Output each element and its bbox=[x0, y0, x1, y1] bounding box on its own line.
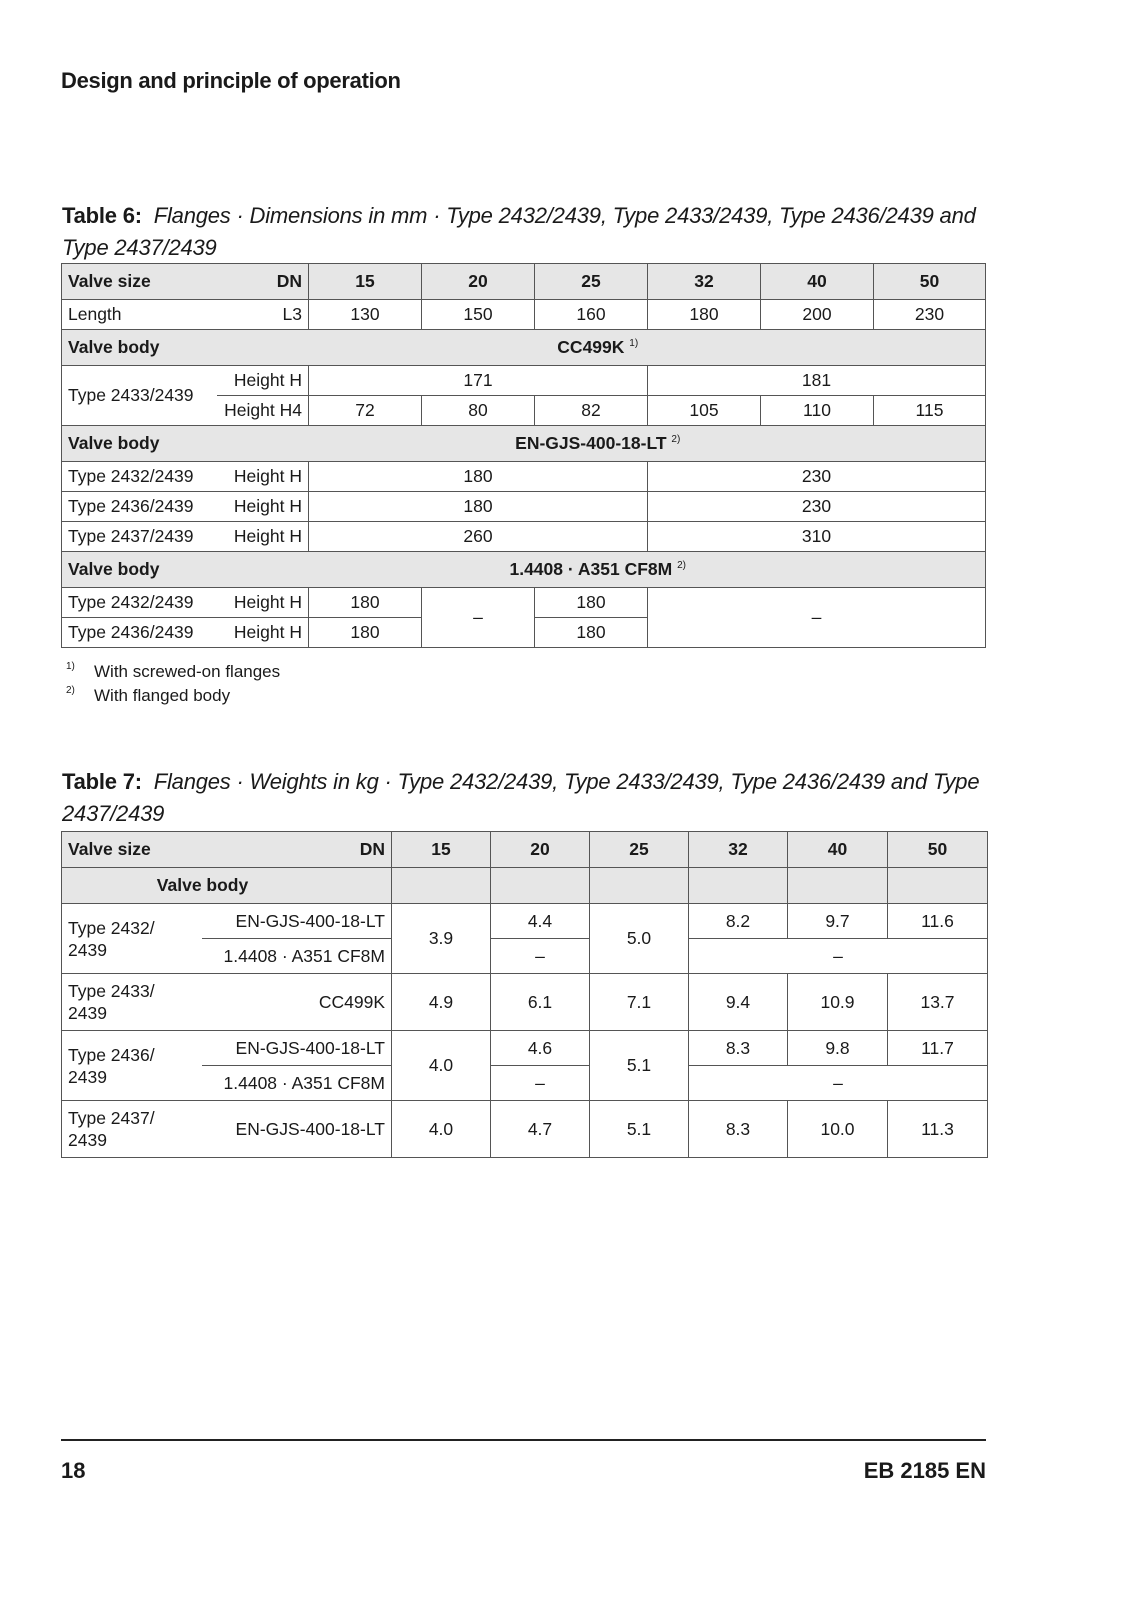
table-cell: 10.9 bbox=[788, 974, 888, 1031]
table6-footnotes bbox=[66, 660, 280, 708]
table-cell: 8.3 bbox=[689, 1031, 788, 1066]
table-row bbox=[62, 832, 988, 868]
table-row bbox=[62, 300, 986, 330]
header-cell: 32 bbox=[648, 264, 761, 300]
header-cell bbox=[392, 868, 491, 904]
table6-label: Table 6: bbox=[62, 203, 142, 228]
table-cell: 9.8 bbox=[788, 1031, 888, 1066]
table-row bbox=[62, 868, 988, 904]
table-cell: 6.1 bbox=[491, 974, 590, 1031]
table-cell: 5.0 bbox=[590, 904, 689, 974]
table-cell: Type 2437/2439 bbox=[62, 522, 217, 552]
table-row bbox=[62, 366, 986, 396]
table-cell: EN-GJS-400-18-LT bbox=[202, 1031, 392, 1066]
section-title: Design and principle of operation bbox=[61, 68, 401, 93]
table-cell: Type 2433/2439 bbox=[62, 366, 217, 426]
header-cell: 20 bbox=[491, 832, 590, 868]
table-cell: 8.3 bbox=[689, 1101, 788, 1158]
table-cell: 10.0 bbox=[788, 1101, 888, 1158]
table-cell: 310 bbox=[648, 522, 986, 552]
table-6-dimensions bbox=[61, 263, 986, 648]
table-row bbox=[62, 904, 988, 939]
table-cell: 5.1 bbox=[590, 1031, 689, 1101]
table-cell: 4.0 bbox=[392, 1101, 491, 1158]
table-cell: CC499K bbox=[202, 974, 392, 1031]
footnote-text: With flanged body bbox=[94, 686, 231, 705]
table6-caption bbox=[62, 200, 1022, 264]
table7-label: Table 7: bbox=[62, 769, 142, 794]
table-cell: 180 bbox=[309, 492, 648, 522]
table-cell: 171 bbox=[309, 366, 648, 396]
table-cell: 230 bbox=[648, 492, 986, 522]
table-cell: 200 bbox=[761, 300, 874, 330]
table-cell: Type 2432/ 2439 bbox=[62, 904, 202, 974]
table-row bbox=[62, 1101, 988, 1158]
table-cell: 11.6 bbox=[888, 904, 988, 939]
header-cell: 40 bbox=[788, 832, 888, 868]
group-header: Valve body bbox=[62, 552, 217, 588]
table-cell: 7.1 bbox=[590, 974, 689, 1031]
header-cell: Valve size bbox=[62, 832, 202, 868]
header-cell: Valve size bbox=[62, 264, 217, 300]
table-cell: 9.4 bbox=[689, 974, 788, 1031]
table-cell: 13.7 bbox=[888, 974, 988, 1031]
table-row bbox=[62, 552, 986, 588]
table-cell: 1.4408 · A351 CF8M bbox=[202, 939, 392, 974]
footnote-mark: 2) bbox=[66, 685, 75, 696]
table-cell: Type 2432/2439 bbox=[62, 588, 217, 618]
table-row bbox=[62, 588, 986, 618]
table-row bbox=[62, 426, 986, 462]
table-cell: Height H bbox=[217, 492, 309, 522]
table-cell: 4.6 bbox=[491, 1031, 590, 1066]
header-cell bbox=[888, 868, 988, 904]
table-cell: Type 2436/ 2439 bbox=[62, 1031, 202, 1101]
table-cell: 150 bbox=[422, 300, 535, 330]
table-cell: 180 bbox=[535, 618, 648, 648]
table-cell: 72 bbox=[309, 396, 422, 426]
header-cell bbox=[590, 868, 689, 904]
table-row bbox=[62, 1031, 988, 1066]
table6-caption-text: Flanges · Dimensions in mm · Type 2432/2439, Type 2433/2439, Type 2436/2439 and Type 2437/2439 bbox=[62, 203, 976, 260]
table-cell: 180 bbox=[309, 618, 422, 648]
header-cell: 50 bbox=[888, 832, 988, 868]
header-cell: Valve body bbox=[62, 868, 392, 904]
table-cell: 180 bbox=[309, 588, 422, 618]
header-cell bbox=[689, 868, 788, 904]
group-material bbox=[217, 552, 986, 588]
table-cell: 4.9 bbox=[392, 974, 491, 1031]
table-cell: 160 bbox=[535, 300, 648, 330]
table-cell: Type 2436/2439 bbox=[62, 618, 217, 648]
table-cell: L3 bbox=[217, 300, 309, 330]
header-cell: 15 bbox=[309, 264, 422, 300]
table-cell: EN-GJS-400-18-LT bbox=[202, 904, 392, 939]
table-cell: – bbox=[689, 1066, 988, 1101]
table-cell: 110 bbox=[761, 396, 874, 426]
footnote-ref: 2) bbox=[677, 560, 687, 572]
page-number: 18 bbox=[61, 1458, 86, 1483]
table-row bbox=[62, 462, 986, 492]
group-header: Valve body bbox=[62, 330, 217, 366]
table-cell: Type 2437/ 2439 bbox=[62, 1101, 202, 1158]
header-cell: 40 bbox=[761, 264, 874, 300]
table-cell: 4.7 bbox=[491, 1101, 590, 1158]
header-cell: DN bbox=[202, 832, 392, 868]
table-cell: 80 bbox=[422, 396, 535, 426]
header-cell: 32 bbox=[689, 832, 788, 868]
document-id: EB 2185 EN bbox=[863, 1458, 986, 1483]
table-row bbox=[62, 264, 986, 300]
table-cell: Length bbox=[62, 300, 217, 330]
table-row bbox=[62, 522, 986, 552]
table-cell: 181 bbox=[648, 366, 986, 396]
table-cell: 8.2 bbox=[689, 904, 788, 939]
table-cell: 180 bbox=[535, 588, 648, 618]
footnote-ref: 2) bbox=[671, 434, 681, 446]
footnote-ref: 1) bbox=[629, 338, 639, 350]
table-cell: 9.7 bbox=[788, 904, 888, 939]
table-row bbox=[62, 492, 986, 522]
table-cell: 82 bbox=[535, 396, 648, 426]
table-cell: Type 2433/ 2439 bbox=[62, 974, 202, 1031]
header-cell: 25 bbox=[590, 832, 689, 868]
material-name: CC499K bbox=[557, 337, 625, 357]
table-cell: Type 2432/2439 bbox=[62, 462, 217, 492]
table-cell: Height H bbox=[217, 462, 309, 492]
table-cell: 11.3 bbox=[888, 1101, 988, 1158]
table-cell: 260 bbox=[309, 522, 648, 552]
group-header: Valve body bbox=[62, 426, 217, 462]
table-cell: – bbox=[648, 588, 986, 648]
table-cell: 180 bbox=[648, 300, 761, 330]
footnote-mark: 1) bbox=[66, 661, 75, 672]
table-cell: 115 bbox=[874, 396, 986, 426]
table-cell: Type 2436/2439 bbox=[62, 492, 217, 522]
table-cell: 4.4 bbox=[491, 904, 590, 939]
table-7-weights bbox=[61, 831, 988, 1158]
table-cell: 4.0 bbox=[392, 1031, 491, 1101]
material-name: EN-GJS-400-18-LT bbox=[515, 433, 667, 453]
header-cell bbox=[491, 868, 590, 904]
table-cell: – bbox=[422, 588, 535, 648]
table-cell: – bbox=[491, 939, 590, 974]
table-cell: EN-GJS-400-18-LT bbox=[202, 1101, 392, 1158]
header-cell: 20 bbox=[422, 264, 535, 300]
header-cell: DN bbox=[217, 264, 309, 300]
table-cell: 3.9 bbox=[392, 904, 491, 974]
header-cell: 50 bbox=[874, 264, 986, 300]
table-cell: – bbox=[491, 1066, 590, 1101]
footnote-text: With screwed-on flanges bbox=[94, 662, 281, 681]
header-cell: 15 bbox=[392, 832, 491, 868]
table7-caption-text: Flanges · Weights in kg · Type 2432/2439, Type 2433/2439, Type 2436/2439 and Type 2437/2439 bbox=[62, 769, 980, 826]
table-cell: Height H bbox=[217, 588, 309, 618]
group-material bbox=[217, 426, 986, 462]
table-cell: Height H bbox=[217, 366, 309, 396]
footnote bbox=[66, 684, 280, 708]
table-cell: 5.1 bbox=[590, 1101, 689, 1158]
group-material bbox=[217, 330, 986, 366]
footer-divider bbox=[61, 1439, 986, 1441]
table-cell: 180 bbox=[309, 462, 648, 492]
table-cell: Height H bbox=[217, 618, 309, 648]
table-cell: 11.7 bbox=[888, 1031, 988, 1066]
table-row bbox=[62, 330, 986, 366]
table-cell: Height H bbox=[217, 522, 309, 552]
table-cell: – bbox=[689, 939, 988, 974]
table-row bbox=[62, 974, 988, 1031]
table-cell: 105 bbox=[648, 396, 761, 426]
table-cell: 230 bbox=[648, 462, 986, 492]
table-cell: 1.4408 · A351 CF8M bbox=[202, 1066, 392, 1101]
table7-caption bbox=[62, 766, 1022, 830]
material-name: 1.4408 · A351 CF8M bbox=[509, 559, 673, 579]
table-cell: 130 bbox=[309, 300, 422, 330]
table-cell: Height H4 bbox=[217, 396, 309, 426]
header-cell bbox=[788, 868, 888, 904]
table-cell: 230 bbox=[874, 300, 986, 330]
header-cell: 25 bbox=[535, 264, 648, 300]
footnote bbox=[66, 660, 280, 684]
